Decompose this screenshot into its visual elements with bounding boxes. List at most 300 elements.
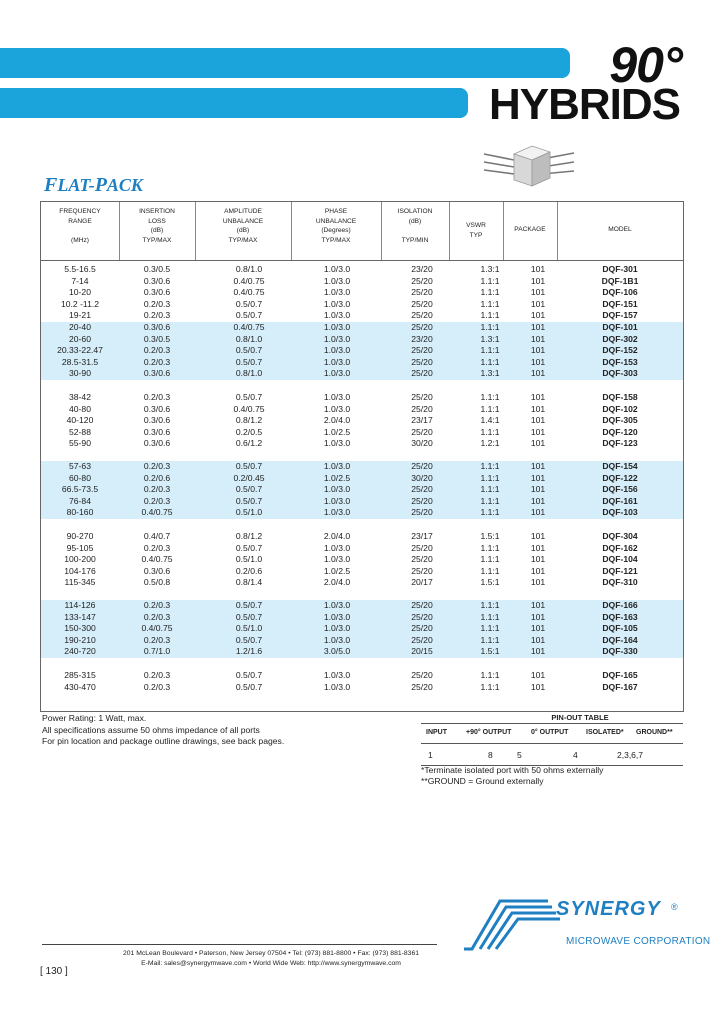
cell-package: 101 [530, 681, 546, 692]
cell-vswr: 1.3:1 [480, 368, 500, 378]
cell-vswr: 1.4:1 [480, 415, 500, 425]
table-row [41, 577, 683, 589]
cell-package: 101 [530, 333, 546, 344]
cell-vswr: 1.1:1 [480, 461, 500, 471]
cell-package: 101 [530, 438, 546, 448]
table-row [41, 543, 683, 555]
table-row [41, 566, 683, 578]
cell-package: 101 [530, 611, 546, 622]
cell-vswr: 1.1:1 [480, 611, 500, 622]
cell-model: DQF-104 [602, 554, 638, 564]
cell-vswr: 1.1:1 [480, 634, 500, 645]
table-row [41, 646, 683, 658]
cell-package: 101 [530, 577, 546, 587]
cell-vswr: 1.1:1 [480, 392, 500, 402]
cell-package: 101 [530, 542, 546, 553]
cell-package: 101 [530, 472, 546, 483]
cell-amplitude-unbalance: 0.5/0.7 [235, 634, 263, 645]
cell-phase-unbalance: 1.0/3.0 [323, 275, 351, 286]
cell-model: DQF-165 [602, 670, 638, 680]
table-row [41, 415, 683, 427]
cell-model: DQF-301 [602, 264, 638, 274]
cell-package: 101 [530, 646, 546, 656]
cell-isolation: 30/20 [411, 472, 433, 483]
cell-vswr: 1.1:1 [480, 623, 500, 633]
cell-model: DQF-122 [602, 472, 638, 483]
table-row [41, 473, 683, 485]
cell-frequency: 20.33-22.47 [57, 345, 103, 355]
cell-model: DQF-153 [602, 356, 638, 367]
cell-isolation: 20/17 [411, 577, 433, 587]
cell-isolation: 25/20 [411, 600, 433, 610]
cell-frequency: 76-84 [69, 495, 91, 506]
cell-vswr: 1.1:1 [480, 565, 500, 576]
cell-package: 101 [530, 670, 546, 680]
cell-package: 101 [530, 356, 546, 367]
header-amplitude-unbalance: AMPLITUDE UNBALANCE (dB) TYP/MAX [222, 208, 264, 244]
cell-vswr: 1.1:1 [480, 310, 500, 320]
cell-package: 101 [530, 554, 546, 564]
cell-insertion-loss: 0.3/0.6 [143, 403, 171, 414]
cell-insertion-loss: 0.2/0.3 [143, 611, 171, 622]
cell-frequency: 57-63 [69, 461, 91, 471]
cell-insertion-loss: 0.3/0.5 [143, 264, 171, 274]
cell-model: DQF-123 [602, 438, 638, 448]
cell-insertion-loss: 0.2/0.3 [143, 356, 171, 367]
cell-phase-unbalance: 1.0/3.0 [323, 484, 351, 494]
header-phase-unbalance: PHASE UNBALANCE (Degrees) TYP/MAX [315, 208, 357, 244]
cell-insertion-loss: 0.3/0.6 [143, 565, 171, 576]
cell-vswr: 1.2:1 [480, 438, 500, 448]
cell-phase-unbalance: 1.0/3.0 [323, 298, 351, 309]
cell-package: 101 [530, 495, 546, 506]
cell-package: 101 [530, 392, 546, 402]
table-row [41, 600, 683, 612]
table-row [41, 427, 683, 439]
cell-package: 101 [530, 345, 546, 355]
cell-frequency: 28.5-31.5 [61, 356, 99, 367]
cell-insertion-loss: 0.4/0.75 [141, 623, 173, 633]
cell-insertion-loss: 0.3/0.5 [143, 333, 171, 344]
table-row [41, 287, 683, 299]
cell-insertion-loss: 0.2/0.3 [143, 392, 171, 402]
cell-isolation: 25/20 [411, 623, 433, 633]
cell-isolation: 25/20 [411, 287, 433, 297]
cell-isolation: 23/17 [411, 531, 433, 541]
cell-model: DQF-310 [602, 577, 638, 587]
cell-amplitude-unbalance: 1.2/1.6 [235, 646, 263, 656]
cell-package: 101 [530, 634, 546, 645]
cell-frequency: 240-720 [64, 646, 96, 656]
cell-vswr: 1.1:1 [480, 472, 500, 483]
flat-pack-component-image [480, 140, 580, 192]
cell-package: 101 [530, 415, 546, 425]
cell-isolation: 25/20 [411, 565, 433, 576]
cell-amplitude-unbalance: 0.5/0.7 [235, 484, 263, 494]
cell-insertion-loss: 0.2/0.3 [143, 310, 171, 320]
cell-insertion-loss: 0.2/0.3 [143, 542, 171, 553]
table-row [41, 404, 683, 416]
notes [42, 713, 284, 748]
cell-model: DQF-158 [602, 392, 638, 402]
table-row [41, 554, 683, 566]
cell-insertion-loss: 0.3/0.6 [143, 415, 171, 425]
cell-vswr: 1.1:1 [480, 298, 500, 309]
cell-vswr: 1.1:1 [480, 345, 500, 355]
pin-note-isolated: *Terminate isolated port with 50 ohms externally [421, 765, 604, 775]
cell-model: DQF-162 [602, 542, 638, 553]
cell-vswr: 1.1:1 [480, 542, 500, 553]
cell-isolation: 25/20 [411, 554, 433, 564]
cell-isolation: 25/20 [411, 426, 433, 437]
table-row [41, 461, 683, 473]
cell-amplitude-unbalance: 0.5/0.7 [235, 495, 263, 506]
cell-amplitude-unbalance: 0.8/1.2 [235, 415, 263, 425]
cell-package: 101 [530, 461, 546, 471]
cell-vswr: 1.5:1 [480, 577, 500, 587]
cell-isolation: 25/20 [411, 611, 433, 622]
cell-amplitude-unbalance: 0.5/0.7 [235, 345, 263, 355]
cell-model: DQF-302 [602, 333, 638, 344]
table-row [41, 438, 683, 450]
cell-isolation: 20/15 [411, 646, 433, 656]
cell-model: DQF-102 [602, 403, 638, 414]
pin-value-isolated: 4 [573, 750, 578, 760]
cell-amplitude-unbalance: 0.5/0.7 [235, 392, 263, 402]
cell-frequency: 20-60 [69, 333, 91, 344]
cell-amplitude-unbalance: 0.5/0.7 [235, 611, 263, 622]
section-title: FLAT-PACK [44, 174, 143, 196]
footer-address: 201 McLean Boulevard • Paterson, New Jersey 07504 • Tel: (973) 881-8800 • Fax: (973) 881-8361 E-Mail: sales@synergymwave.com • World Wide Web: http://www.synergymwave.com [122, 950, 420, 967]
cell-phase-unbalance: 1.0/3.0 [323, 368, 351, 378]
cell-package: 101 [530, 623, 546, 633]
header-vswr: VSWR TYP [466, 222, 486, 239]
cell-phase-unbalance: 1.0/2.5 [323, 565, 351, 576]
specifications-table [40, 201, 684, 712]
cell-amplitude-unbalance: 0.5/0.7 [235, 600, 263, 610]
cell-vswr: 1.1:1 [480, 484, 500, 494]
cell-model: DQF-120 [602, 426, 638, 437]
cell-phase-unbalance: 2.0/4.0 [323, 415, 351, 425]
cell-amplitude-unbalance: 0.8/1.4 [235, 577, 263, 587]
header-frequency: FREQUENCY RANGE (MHz) [59, 208, 101, 244]
cell-phase-unbalance: 1.0/3.0 [323, 611, 351, 622]
cell-model: DQF-163 [602, 611, 638, 622]
cell-insertion-loss: 0.2/0.3 [143, 681, 171, 692]
cell-frequency: 90-270 [66, 531, 94, 541]
cell-insertion-loss: 0.2/0.3 [143, 345, 171, 355]
cell-insertion-loss: 0.3/0.6 [143, 287, 171, 297]
cell-phase-unbalance: 1.0/3.0 [323, 356, 351, 367]
cell-isolation: 23/17 [411, 415, 433, 425]
cell-isolation: 25/20 [411, 392, 433, 402]
cell-phase-unbalance: 1.0/3.0 [323, 600, 351, 610]
cell-phase-unbalance: 1.0/3.0 [323, 542, 351, 553]
table-row [41, 392, 683, 404]
table-row [41, 368, 683, 380]
cell-insertion-loss: 0.3/0.6 [143, 322, 171, 332]
table-row [41, 345, 683, 357]
cell-amplitude-unbalance: 0.4/0.75 [233, 287, 265, 297]
table-row [41, 670, 683, 682]
header-insertion-loss: INSERTION LOSS (dB) TYP/MAX [139, 208, 175, 244]
cell-isolation: 25/20 [411, 495, 433, 506]
cell-insertion-loss: 0.3/0.6 [143, 426, 171, 437]
cell-phase-unbalance: 1.0/3.0 [323, 264, 351, 274]
pin-header-0-output: 0° OUTPUT [531, 729, 569, 736]
cell-frequency: 190-210 [64, 634, 96, 645]
cell-frequency: 55-90 [69, 438, 91, 448]
cell-package: 101 [530, 264, 546, 274]
cell-package: 101 [530, 322, 546, 332]
cell-model: DQF-164 [602, 634, 638, 645]
cell-frequency: 133-147 [64, 611, 96, 622]
table-row [41, 682, 683, 694]
note-power-rating: Power Rating: 1 Watt, max. [42, 713, 147, 723]
cell-model: DQF-121 [602, 565, 638, 576]
cell-isolation: 25/20 [411, 484, 433, 494]
cell-isolation: 25/20 [411, 310, 433, 320]
cell-vswr: 1.1:1 [480, 681, 500, 692]
cell-insertion-loss: 0.4/0.75 [141, 507, 173, 517]
cell-insertion-loss: 0.2/0.3 [143, 495, 171, 506]
table-row [41, 299, 683, 311]
cell-phase-unbalance: 1.0/3.0 [323, 438, 351, 448]
cell-insertion-loss: 0.3/0.6 [143, 275, 171, 286]
cell-vswr: 1.1:1 [480, 600, 500, 610]
cell-amplitude-unbalance: 0.5/1.0 [235, 554, 263, 564]
cell-frequency: 114-126 [64, 600, 96, 610]
cell-isolation: 25/20 [411, 275, 433, 286]
cell-amplitude-unbalance: 0.8/1.0 [235, 333, 263, 344]
cell-insertion-loss: 0.4/0.7 [143, 531, 171, 541]
header-bar-top [0, 48, 570, 78]
cell-insertion-loss: 0.2/0.3 [143, 670, 171, 680]
cell-isolation: 25/20 [411, 298, 433, 309]
cell-package: 101 [530, 368, 546, 378]
cell-phase-unbalance: 1.0/3.0 [323, 310, 351, 320]
cell-insertion-loss: 0.7/1.0 [143, 646, 171, 656]
cell-isolation: 30/20 [411, 438, 433, 448]
cell-vswr: 1.3:1 [480, 264, 500, 274]
pin-header-plus90-output: +90° OUTPUT [466, 729, 512, 736]
table-row [41, 322, 683, 334]
cell-vswr: 1.1:1 [480, 322, 500, 332]
cell-frequency: 100-200 [64, 554, 96, 564]
table-row [41, 496, 683, 508]
cell-model: DQF-156 [602, 484, 638, 494]
cell-isolation: 25/20 [411, 403, 433, 414]
cell-package: 101 [530, 531, 546, 541]
cell-amplitude-unbalance: 0.5/1.0 [235, 623, 263, 633]
pin-value-input: 1 [428, 750, 433, 760]
cell-amplitude-unbalance: 0.2/0.45 [233, 472, 265, 483]
pin-value-ground: 2,3,6,7 [617, 750, 643, 760]
cell-amplitude-unbalance: 0.6/1.2 [235, 438, 263, 448]
pin-value-plus90-output: 8 [488, 750, 493, 760]
cell-frequency: 60-80 [69, 472, 91, 483]
cell-phase-unbalance: 1.0/3.0 [323, 403, 351, 414]
cell-vswr: 1.5:1 [480, 646, 500, 656]
cell-isolation: 25/20 [411, 368, 433, 378]
cell-phase-unbalance: 1.0/3.0 [323, 495, 351, 506]
table-row [41, 507, 683, 519]
cell-vswr: 1.1:1 [480, 507, 500, 517]
cell-phase-unbalance: 1.0/3.0 [323, 681, 351, 692]
cell-frequency: 104-176 [64, 565, 96, 576]
cell-frequency: 10.2 -11.2 [60, 298, 100, 309]
table-row [41, 623, 683, 635]
pinout-table [421, 723, 683, 766]
cell-vswr: 1.5:1 [480, 531, 500, 541]
cell-phase-unbalance: 1.0/3.0 [323, 670, 351, 680]
cell-insertion-loss: 0.3/0.6 [143, 438, 171, 448]
cell-amplitude-unbalance: 0.5/0.7 [235, 542, 263, 553]
cell-amplitude-unbalance: 0.8/1.0 [235, 368, 263, 378]
cell-frequency: 150-300 [64, 623, 96, 633]
company-logo-name: SYNERGY [556, 898, 661, 920]
cell-package: 101 [530, 310, 546, 320]
header-bar-bottom [0, 88, 468, 118]
cell-insertion-loss: 0.2/0.3 [143, 634, 171, 645]
cell-isolation: 25/20 [411, 461, 433, 471]
pinout-notes [421, 765, 603, 787]
cell-amplitude-unbalance: 0.4/0.75 [233, 403, 265, 414]
cell-model: DQF-304 [602, 531, 638, 541]
cell-phase-unbalance: 3.0/5.0 [323, 646, 351, 656]
cell-package: 101 [530, 403, 546, 414]
cell-insertion-loss: 0.4/0.75 [141, 554, 173, 564]
cell-amplitude-unbalance: 0.5/1.0 [235, 507, 263, 517]
cell-model: DQF-330 [602, 646, 638, 656]
cell-frequency: 80-160 [66, 507, 94, 517]
cell-phase-unbalance: 1.0/3.0 [323, 392, 351, 402]
cell-isolation: 25/20 [411, 634, 433, 645]
cell-isolation: 25/20 [411, 356, 433, 367]
cell-vswr: 1.3:1 [480, 333, 500, 344]
cell-amplitude-unbalance: 0.5/0.7 [235, 298, 263, 309]
pin-value-0-output: 5 [517, 750, 522, 760]
cell-model: DQF-157 [602, 310, 638, 320]
table-row [41, 276, 683, 288]
cell-frequency: 430-470 [64, 681, 96, 692]
cell-frequency: 115-345 [64, 577, 96, 587]
pin-header-isolated: ISOLATED* [586, 729, 624, 736]
table-row [41, 612, 683, 624]
table-row [41, 264, 683, 276]
cell-frequency: 20-40 [69, 322, 91, 332]
registered-mark: ® [671, 902, 678, 912]
cell-vswr: 1.1:1 [480, 495, 500, 506]
cell-model: DQF-106 [602, 287, 638, 297]
table-row [41, 531, 683, 543]
cell-phase-unbalance: 1.0/3.0 [323, 461, 351, 471]
cell-insertion-loss: 0.3/0.6 [143, 368, 171, 378]
cell-isolation: 25/20 [411, 670, 433, 680]
cell-model: DQF-1B1 [601, 275, 639, 286]
cell-amplitude-unbalance: 0.8/1.0 [235, 264, 263, 274]
cell-amplitude-unbalance: 0.5/0.7 [235, 356, 263, 367]
pin-header-ground: GROUND** [636, 729, 673, 736]
cell-phase-unbalance: 1.0/3.0 [323, 287, 351, 297]
cell-frequency: 7-14 [71, 275, 89, 286]
cell-vswr: 1.1:1 [480, 426, 500, 437]
cell-frequency: 30-90 [69, 368, 91, 378]
cell-amplitude-unbalance: 0.5/0.7 [235, 670, 263, 680]
cell-package: 101 [530, 298, 546, 309]
table-row [41, 635, 683, 647]
cell-package: 101 [530, 565, 546, 576]
cell-amplitude-unbalance: 0.5/0.7 [235, 681, 263, 692]
cell-model: DQF-154 [602, 461, 638, 471]
cell-phase-unbalance: 1.0/2.5 [323, 472, 351, 483]
page-title-hybrids: HYBRIDS [488, 80, 680, 129]
cell-model: DQF-152 [602, 345, 638, 355]
cell-isolation: 25/20 [411, 681, 433, 692]
cell-frequency: 66.5-73.5 [61, 484, 99, 494]
pinout-table-title: PIN-OUT TABLE [551, 713, 609, 722]
cell-frequency: 95-105 [66, 542, 94, 553]
cell-model: DQF-101 [602, 322, 638, 332]
cell-insertion-loss: 0.2/0.6 [143, 472, 171, 483]
cell-package: 101 [530, 275, 546, 286]
cell-vswr: 1.1:1 [480, 356, 500, 367]
cell-phase-unbalance: 1.0/2.5 [323, 426, 351, 437]
header-package: PACKAGE [514, 226, 546, 233]
page-title-90: 90° [609, 37, 682, 93]
cell-amplitude-unbalance: 0.8/1.2 [235, 531, 263, 541]
cell-amplitude-unbalance: 0.5/0.7 [235, 461, 263, 471]
cell-model: DQF-166 [602, 600, 638, 610]
header-model: MODEL [608, 226, 632, 233]
cell-frequency: 40-80 [69, 403, 91, 414]
cell-frequency: 19-21 [69, 310, 91, 320]
cell-phase-unbalance: 1.0/3.0 [323, 623, 351, 633]
cell-model: DQF-305 [602, 415, 638, 425]
cell-isolation: 25/20 [411, 542, 433, 553]
cell-package: 101 [530, 426, 546, 437]
cell-model: DQF-103 [602, 507, 638, 517]
cell-model: DQF-161 [602, 495, 638, 506]
cell-package: 101 [530, 507, 546, 517]
cell-vswr: 1.1:1 [480, 275, 500, 286]
cell-model: DQF-151 [602, 298, 638, 309]
cell-frequency: 52-88 [69, 426, 91, 437]
note-impedance: All specifications assume 50 ohms impedance of all ports [42, 724, 260, 735]
cell-phase-unbalance: 1.0/3.0 [323, 554, 351, 564]
cell-package: 101 [530, 600, 546, 610]
cell-insertion-loss: 0.2/0.3 [143, 600, 171, 610]
cell-amplitude-unbalance: 0.2/0.6 [235, 565, 263, 576]
cell-frequency: 38-42 [69, 392, 91, 402]
cell-insertion-loss: 0.2/0.3 [143, 461, 171, 471]
cell-isolation: 25/20 [411, 345, 433, 355]
cell-package: 101 [530, 287, 546, 297]
cell-isolation: 23/20 [411, 333, 433, 344]
table-row [41, 484, 683, 496]
cell-insertion-loss: 0.2/0.3 [143, 298, 171, 309]
cell-model: DQF-105 [602, 623, 638, 633]
cell-package: 101 [530, 484, 546, 494]
company-logo-subtitle: MICROWAVE CORPORATION [566, 936, 711, 947]
cell-vswr: 1.1:1 [480, 670, 500, 680]
cell-insertion-loss: 0.2/0.3 [143, 484, 171, 494]
cell-vswr: 1.1:1 [480, 287, 500, 297]
cell-isolation: 25/20 [411, 507, 433, 517]
cell-amplitude-unbalance: 0.5/0.7 [235, 310, 263, 320]
note-pin-location: For pin location and package outline drawings, see back pages. [42, 736, 285, 746]
cell-isolation: 23/20 [411, 264, 433, 274]
